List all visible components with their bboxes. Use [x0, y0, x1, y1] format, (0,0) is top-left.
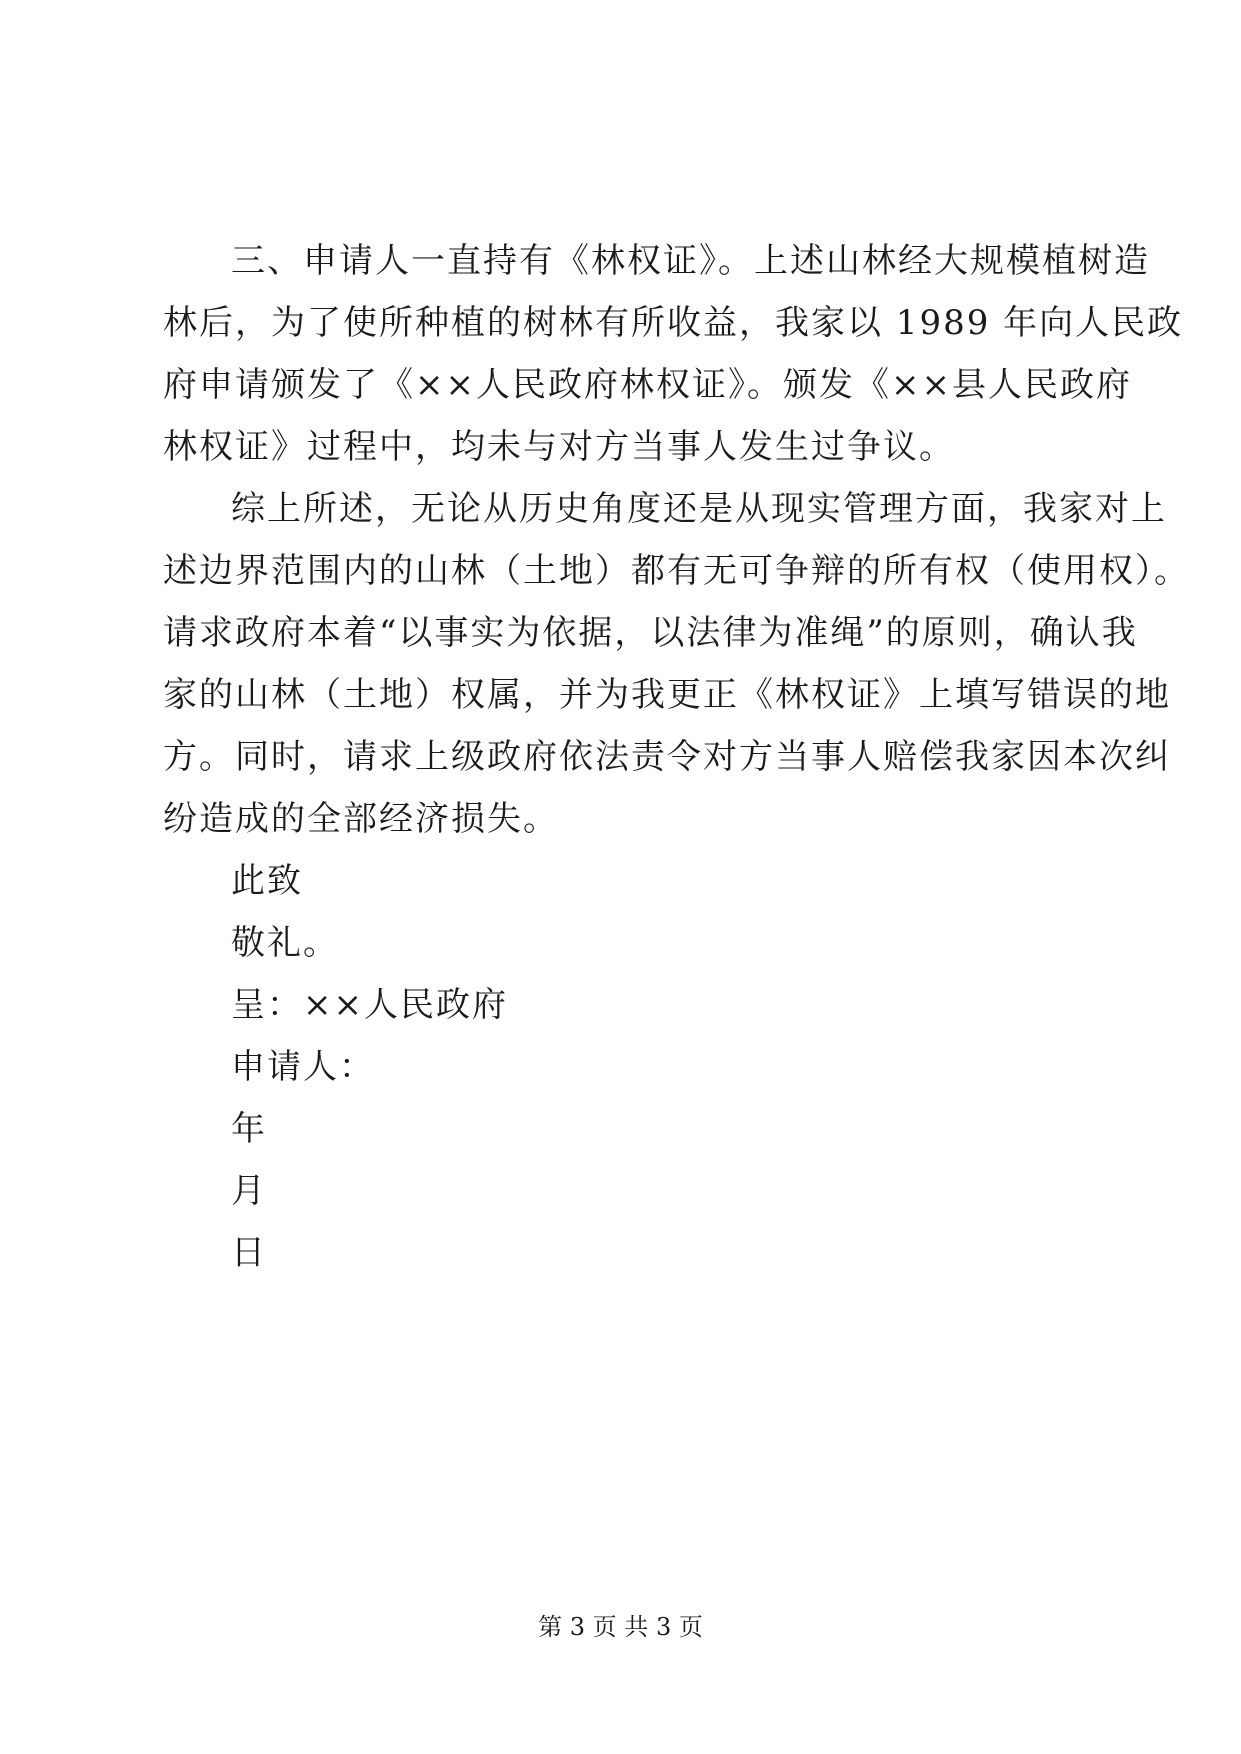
text-line: 纷造成的全部经济损失。 [163, 799, 559, 839]
paragraph-summary [163, 478, 1190, 850]
day-line: 日 [231, 1233, 267, 1273]
text-line: 综上所述，无论从历史角度还是从现实管理方面，我家对上 [231, 489, 1167, 529]
text-line: 三、申请人一直持有《林权证》。上述山林经大规模植树造 [231, 241, 1150, 281]
recipient-line: 呈：××人民政府 [231, 985, 508, 1025]
text-line: 府申请颁发了《××人民政府林权证》。颁发《××县人民政府 [163, 365, 1132, 405]
text-line: 请求政府本着“以事实为依据，以法律为准绳”的原则，确认我 [163, 613, 1138, 653]
text-line: 林权证》过程中，均未与对方当事人发生过争议。 [163, 427, 955, 467]
page-footer: 第 3 页 共 3 页 [538, 1613, 703, 1641]
month-line: 月 [231, 1171, 267, 1211]
paragraph-point-three [163, 230, 1184, 478]
salute-line: 敬礼。 [231, 923, 339, 963]
text-line: 述边界范围内的山林（土地）都有无可争辩的所有权（使用权）。 [163, 551, 1190, 591]
year-line: 年 [231, 1109, 267, 1149]
document-body [163, 230, 1190, 1284]
text-line: 林后，为了使所种植的树林有所收益，我家以 1989 年向人民政 [163, 303, 1184, 343]
text-line: 家的山林（土地）权属，并为我更正《林权证》上填写错误的地 [163, 675, 1171, 715]
text-line: 方。同时，请求上级政府依法责令对方当事人赔偿我家因本次纠 [163, 737, 1171, 777]
closing-line: 此致 [231, 861, 303, 901]
applicant-line: 申请人： [231, 1047, 375, 1087]
